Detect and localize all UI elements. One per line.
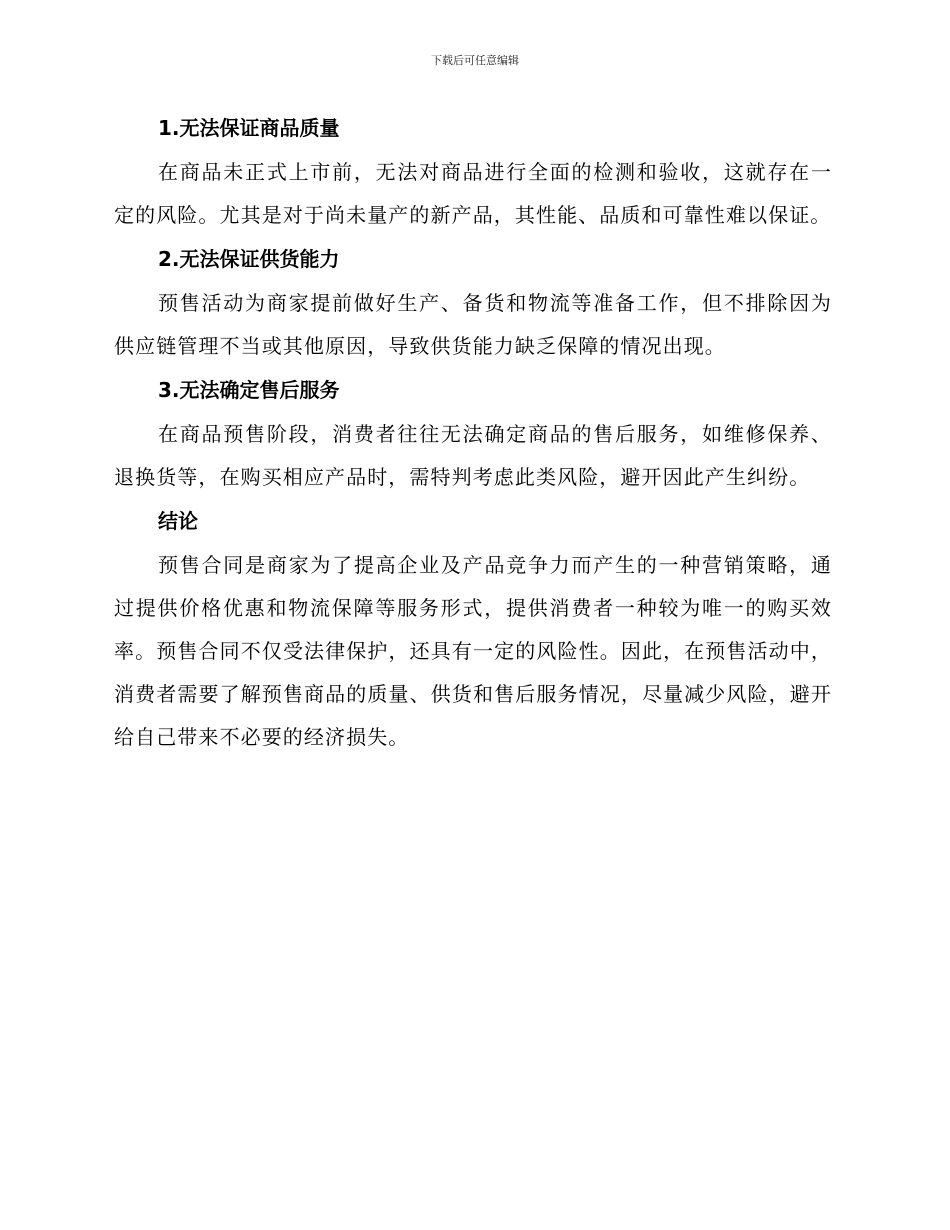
section-heading-after-sales: 3.无法确定售后服务 [158,378,340,402]
section-paragraph-conclusion: 预售合同是商家为了提高企业及产品竞争力而产生的一种营销策略，通过提供价格优惠和物流保障等服务形式，提供消费者一种较为唯一的购买效率。预售合同不仅受法律保护，还具有一定的风险性。因此，在预售活动中，消费者需要了解预售商品的质量、供货和售后服务情况，尽量减少风险，避开给自己带来不必要的经济损失。 [114,553,832,749]
section-heading-conclusion: 结论 [158,509,198,533]
document-body [114,108,832,760]
page-header: 下载后可任意编辑 [431,54,519,67]
section-paragraph-supply: 预售活动为商家提前做好生产、备货和物流等准备工作，但不排除因为供应链管理不当或其他原因，导致供货能力缺乏保障的情况出现。 [114,291,832,358]
section-heading-quality: 1.无法保证商品质量 [158,116,340,140]
section-paragraph-quality: 在商品未正式上市前，无法对商品进行全面的检测和验收，这就存在一定的风险。尤其是对于尚未量产的新产品，其性能、品质和可靠性难以保证。 [114,160,832,227]
section-heading-supply: 2.无法保证供货能力 [158,247,340,271]
section-paragraph-after-sales: 在商品预售阶段，消费者往往无法确定商品的售后服务，如维修保养、退换货等，在购买相应产品时，需特判考虑此类风险，避开因此产生纠纷。 [114,422,832,489]
